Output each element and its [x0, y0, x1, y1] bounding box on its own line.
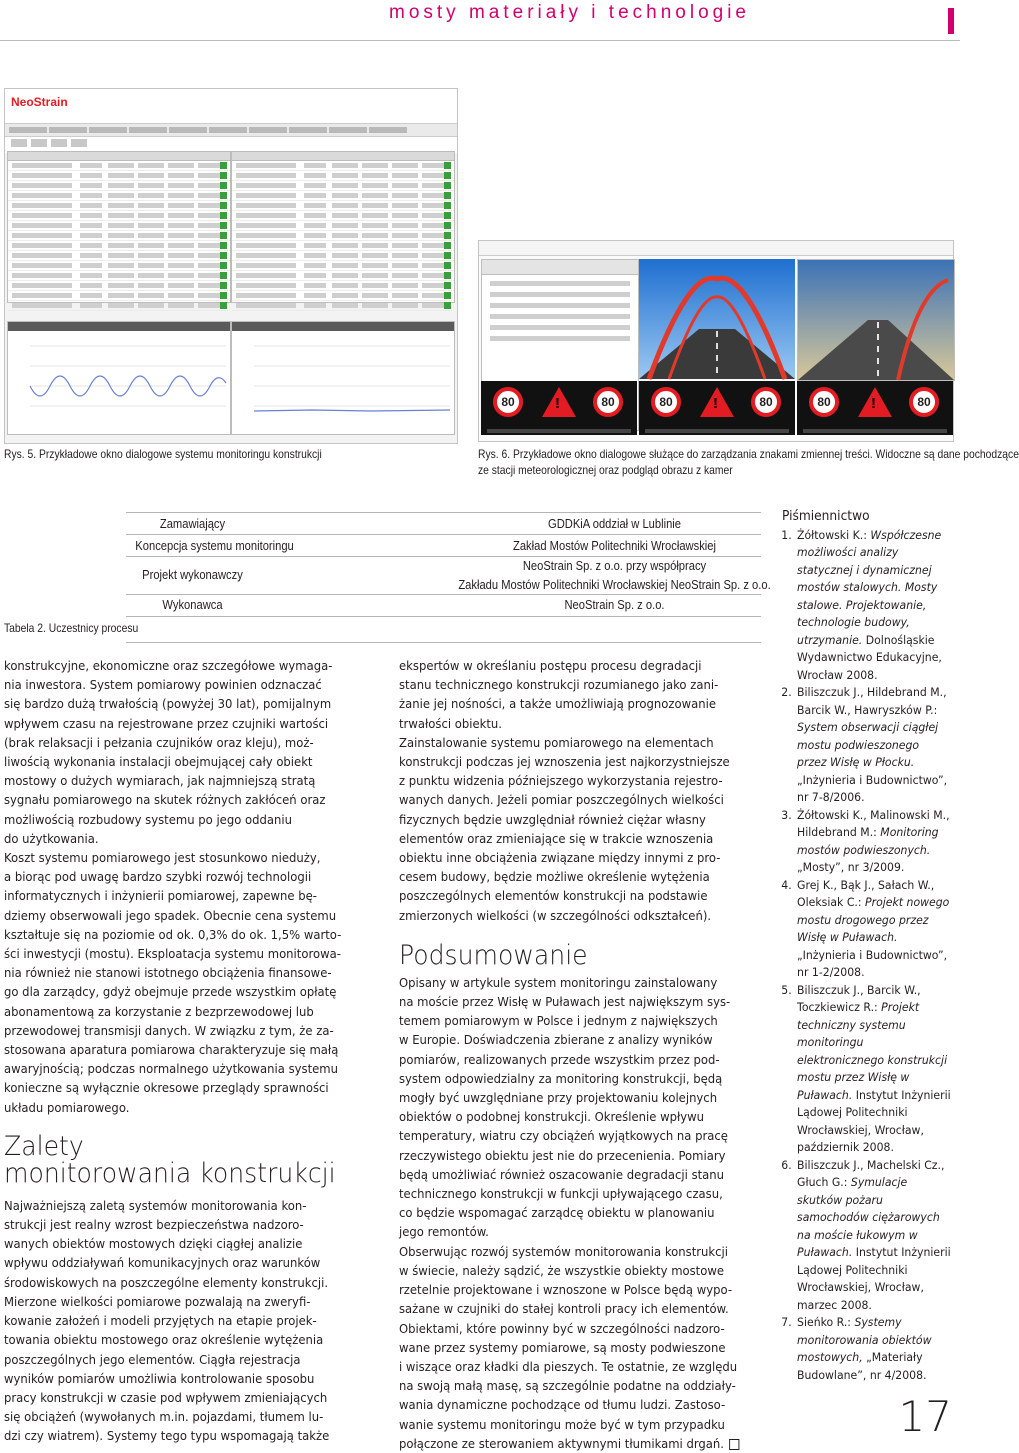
text-line: fizycznych będzie uwzględniał również ciężar własny — [399, 811, 706, 827]
figure-6-caption-line-1: Rys. 6. Przykładowe okno dialogowe służące do zarządzania znakami zmiennej treści. Widoczne są dane pochodzące — [478, 447, 1019, 461]
figure-5-caption: Rys. 5. Przykładowe okno dialogowe systemu monitoringu konstrukcji — [4, 447, 322, 461]
figure-6-caption-line-2: ze stacji meteorologicznej oraz podgląd obrazu z kamer — [478, 463, 733, 477]
text-line: w świecie, należy sądzić, że wszystkie obiekty mostowe — [399, 1262, 725, 1278]
end-of-article-mark — [730, 1439, 740, 1450]
reference-source: „Mosty”, nr 3/2009. — [797, 860, 905, 874]
text-line: stanu technicznego konstrukcji rozumianego jako zani- — [399, 677, 719, 693]
temperature-plot-left — [7, 321, 231, 435]
text-line: rzetelnie projektowane i wznoszone w Polsce będą wypo- — [399, 1282, 733, 1298]
measurement-table-right — [231, 151, 455, 303]
table-2-row-1-right: GDDKiA oddział w Lublinie — [547, 516, 681, 531]
section-heading-zalety: Zalety monitorowania konstrukcji — [4, 1130, 336, 1189]
text-line: Obiektami, które powinny być w szczególności nadzoro- — [399, 1320, 725, 1336]
text-line: mostowy o dużych wymiarach, jak najmniejszą stratą — [4, 773, 316, 789]
text-line: przewodowej transmisji danych. W związku z tym, że za- — [4, 1022, 334, 1038]
reference-title: Współczesne możliwości analizy statycznej i dynamicznej mostów stalowych. Mosty stalowe. Projektowanie, technologie budowy, utrzymanie. — [797, 527, 942, 647]
reference-authors: Żółtowski K.: — [797, 527, 871, 542]
col2-paragraph-2 — [399, 733, 752, 925]
reference-item — [795, 1157, 951, 1315]
neostrain-logo: NeoStrain — [11, 95, 68, 109]
col1-paragraph-3 — [4, 1196, 365, 1446]
sign-display-right: 80 ! 80 — [797, 381, 953, 435]
text-line: Mierzone wielkości pomiarowe pozwalają na zweryfi- — [4, 1293, 311, 1309]
reference-item — [795, 807, 951, 877]
reference-authors: Grej K., Bąk J., Sałach W., Oleksiak C.: — [797, 877, 935, 909]
text-line: rzeczywistego obiektu jest nie do przecenienia. Pomiary — [399, 1147, 726, 1163]
text-line: wania dynamiczne pochodzące od tłumu ludzi. Zastoso- — [399, 1397, 726, 1413]
section-heading-podsumowanie: Podsumowanie — [399, 939, 588, 971]
text-line: kowanie założeń i modeli przyjętych na etapie projek- — [4, 1313, 317, 1329]
table-2-row-3-right: NeoStrain Sp. z o.o. przy współpracy — [522, 558, 707, 573]
text-line: konieczne są wyłącznie okresowe przeglądy sprawności — [4, 1080, 329, 1096]
table-2-row-2-left: Koncepcja systemu monitoringu — [135, 538, 294, 553]
table-2-row-1-left: Zamawiający — [159, 516, 226, 531]
figure-6-screenshot — [478, 240, 954, 442]
text-line: wpływu oddziaływań komunikacyjnych oraz warunków — [4, 1255, 321, 1271]
text-line: technicznego konstrukcji w funkcji upływającego czasu, — [399, 1186, 723, 1202]
text-line: na swoją małą masę, są szczególnie podatne na oddziały- — [399, 1378, 736, 1394]
text-line: połączone ze sterowaniem aktywnymi tłumikami drgań. — [399, 1434, 752, 1453]
text-line: poszczególnych elementów konstrukcji na podstawie — [399, 888, 708, 904]
reference-item — [795, 684, 951, 807]
text-line: abonamentową za korzystanie z bezprzewodowej lub — [4, 1003, 314, 1019]
col2-paragraph-4 — [399, 1242, 752, 1453]
table-2-row-4-left: Wykonawca — [162, 597, 223, 612]
text-line: mogły być uwzględniane przy projektowaniu kolejnych — [399, 1090, 718, 1106]
temperature-plot-right — [231, 321, 455, 435]
text-line: informatycznych i inżynierii pomiarowej, zapewne bę- — [4, 888, 317, 904]
text-line: wpływem czasu na rejestrowane przez czujniki wartości — [4, 715, 329, 731]
article-column-1 — [4, 656, 365, 1446]
text-line: na moście przez Wisłę w Puławach jest największym sys- — [399, 994, 731, 1010]
reference-title: System obserwacji ciągłej mostu podwieszonego przez Wisłę w Płocku. — [797, 720, 939, 769]
col1-paragraph-2 — [4, 848, 365, 1117]
measurement-table-left — [7, 151, 231, 303]
reference-source: „Inżynieria i Budownictwo”, nr 1-2/2008. — [797, 947, 948, 979]
text-line: się bardzo dużą trwałością (powyżej 30 lat), pomijalnym — [4, 696, 332, 712]
reference-title: Projekt nowego mostu drogowego przez Wisłę w Puławach. — [797, 895, 950, 944]
sign-display-center: 80 ! 80 — [639, 381, 795, 435]
reference-source: Dolnośląskie Wydawnictwo Edukacyjne, Wrocław 2008. — [797, 632, 942, 682]
text-line: system odpowiedzialny za monitoring konstrukcji, będą — [399, 1070, 723, 1086]
table-2-row-3-right-2: Zakładu Mostów Politechniki Wrocławskiej NeoStrain Sp. z o.o. — [458, 577, 771, 592]
text-line: Zainstalowanie systemu pomiarowego na elementach — [399, 734, 714, 750]
text-line: towania obiektu mostowego oraz określenie wytężenia — [4, 1332, 324, 1348]
table-2-caption: Tabela 2. Uczestnicy procesu — [4, 621, 139, 635]
text-line: ści inwestycji (mostu). Eksploatacja systemu monitorowa- — [4, 946, 341, 962]
article-column-2 — [399, 656, 752, 1453]
reference-item — [795, 982, 951, 1157]
reference-title: Symulacje skutków pożaru samochodów ciężarowych na moście łukowym w Puławach. — [797, 1175, 940, 1259]
text-line: Obserwując rozwój systemów monitorowania konstrukcji — [399, 1243, 729, 1259]
text-line: nia również nie stanowi istotnego obciążenia finansowe- — [4, 965, 332, 981]
text-line: co będzie wspomagać zarządcę obiektu w planowaniu — [399, 1205, 715, 1221]
table-2-row-4-right: NeoStrain Sp. z o.o. — [564, 597, 665, 612]
col2-paragraph-3 — [399, 973, 752, 1242]
text-line: wanych danych. Jeżeli pomiar poszczególnych wielkości — [399, 792, 724, 808]
text-line: środowiskowych na poszczególne elementy konstrukcji. — [4, 1274, 329, 1290]
text-line: dzi czy wiatrem). Systemy tego typu wspomagają także — [4, 1428, 330, 1444]
text-line: jego remontów. — [399, 1224, 489, 1240]
reference-authors: Biliszczuk J., Barcik W., Toczkiewicz R.: — [797, 982, 921, 1014]
reference-item — [795, 1314, 951, 1384]
text-line: kształtuje się na poziomie od ok. 0,3% do ok. 1,5% warto- — [4, 926, 342, 942]
text-line: Najważniejszą zaletą systemów monitorowania kon- — [4, 1197, 307, 1213]
text-line: sażane w czujniki do stałej kontroli pracy ich elementów. — [399, 1301, 729, 1317]
text-line: obiektów o podobnej konstrukcji. Określenie wpływu — [399, 1109, 705, 1125]
text-line: z punktu widzenia późniejszego wykorzystania rejestro- — [399, 773, 723, 789]
reference-source: Instytut Inżynierii Lądowej Politechniki Wrocławskiej, Wrocław, październik 2008. — [797, 1087, 951, 1154]
text-line: wyników pomiarów umożliwia kontrolowanie sposobu — [4, 1370, 315, 1386]
reference-authors: Biliszczuk J., Hildebrand M., Barcik W., Hawryszków P.: — [797, 685, 947, 717]
reference-authors: Sieńko R.: — [797, 1315, 855, 1329]
text-line: i wiszące oraz kładki dla pieszych. Te ostatnie, ze względu — [399, 1358, 738, 1374]
text-line: stosowana aparatura pomiarowa charakteryzuje się małą — [4, 1042, 339, 1058]
text-line: obiektu inne obciążenia związane między innymi z pro- — [399, 850, 721, 866]
col1-paragraph-1 — [4, 656, 365, 848]
text-line: będą umożliwiać również oszacowanie degradacji stanu — [399, 1166, 725, 1182]
page-number: 17 — [898, 1392, 952, 1441]
text-line: go dla zarządcy, gdyż obejmuje przede wszystkim opłatę — [4, 984, 337, 1000]
reference-title: Projekt techniczny systemu monitoringu elektronicznego konstrukcji mostu przez Wisłę w Puławach. — [797, 1000, 948, 1102]
text-line: temem pomiarowym w Polsce i jednym z największych — [399, 1013, 718, 1029]
text-line: (brak relaksacji i pełzania czujników oraz kleju), moż- — [4, 734, 314, 750]
text-line: dziemy obserwowali jego spadek. Obecnie cena systemu — [4, 907, 337, 923]
reference-title: Monitoring mostów podwieszonych. — [797, 825, 939, 857]
col2-paragraph-1 — [399, 656, 752, 733]
text-line: liwością wykonania instalacji obejmującej cały obiekt — [4, 754, 313, 770]
reference-source: „Materiały Budowlane”, nr 4/2008. — [797, 1350, 927, 1382]
text-line: cesem budowy, będzie możliwe określenie wytężenia — [399, 869, 710, 885]
reference-authors: Żółtowski K., Malinowski M., Hildebrand M.: — [797, 807, 950, 839]
text-line: żanie jej nośności, a także umożliwiają prognozowanie — [399, 696, 716, 712]
text-line: Koszt systemu pomiarowego jest stosunkowo nieduży, — [4, 850, 321, 866]
text-line: Opisany w artykule system monitoringu zainstalowany — [399, 974, 718, 990]
reference-source: Instytut Inżynierii Lądowej Politechniki Wrocławskiej, Wrocław, marzec 2008. — [797, 1245, 951, 1312]
text-line: się obciążeń (wywołanych m.in. pojazdami, tłumem lu- — [4, 1409, 324, 1425]
table-2-row-2-right: Zakład Mostów Politechniki Wrocławskiej — [513, 538, 716, 553]
references-list — [782, 527, 951, 1385]
text-line: wanie systemu monitoringu może być w tym przypadku — [399, 1416, 725, 1432]
camera-view-center — [639, 259, 795, 379]
sign-display-left: 80 ! 80 — [481, 381, 637, 435]
text-line: pomiarów, realizowanych przede wszystkim przez pod- — [399, 1051, 720, 1067]
text-line: wane przez systemy pomiarowe, są mosty podwieszone — [399, 1339, 726, 1355]
text-line: temperatury, wiatru czy obciążeń wyjątkowych na pracę — [399, 1128, 728, 1144]
text-line: sygnału pomiarowego na skutek różnych zakłóceń oraz — [4, 792, 326, 808]
text-line: ekspertów w określaniu postępu procesu degradacji — [399, 658, 702, 673]
text-line: elementów oraz zmieniające się w trakcie wznoszenia — [399, 830, 714, 846]
table-2-row-3-left: Projekt wykonawczy — [142, 567, 243, 582]
text-line: zmierzonych wielkości (w szczególności odkształceń). — [399, 907, 712, 923]
text-line: do użytkowania. — [4, 830, 99, 846]
text-line: możliwością rozbudowy systemu po jego oddaniu — [4, 811, 292, 827]
meteo-panel-right — [797, 259, 955, 381]
reference-source: „Inżynieria i Budownictwo”, nr 7-8/2006. — [797, 772, 948, 804]
text-line: w Europie. Doświadczenia zbierane z analizy wyników — [399, 1032, 713, 1048]
running-header: mosty materiały i technologie — [389, 2, 750, 23]
text-line: trwałości obiektu. — [399, 715, 502, 731]
text-line: poszczególnych jego elementów. Ciągła rejestracja — [4, 1351, 301, 1367]
text-line: konstrukcji podczas jej wznoszenia jest najkorzystniejsze — [399, 754, 730, 770]
text-line: pracy konstrukcji w czasie pod wpływem zmieniających — [4, 1389, 328, 1405]
reference-item — [795, 527, 951, 685]
text-line: a biorąc pod uwagę bardzo szybki rozwój technologii — [4, 869, 312, 885]
text-line: układu pomiarowego. — [4, 1099, 130, 1115]
references-title: Piśmiennictwo — [782, 509, 870, 524]
text-line: wanych obiektów mostowych dzięki ciągłej analizie — [4, 1236, 303, 1252]
reference-authors: Biliszczuk J., Machelski Cz., Głuch G.: — [797, 1157, 945, 1189]
header-accent-bar — [948, 8, 954, 34]
references — [782, 508, 951, 1384]
header-rule — [0, 40, 960, 41]
reference-item — [795, 877, 951, 982]
text-line: konstrukcyjne, ekonomiczne oraz szczegółowe wymaga- — [4, 658, 333, 673]
figure-5-screenshot — [4, 88, 458, 444]
text-line: strukcji jest realny wzrost bezpieczeństwa nadzoro- — [4, 1217, 304, 1233]
text-line: awaryjnością; podczas normalnego użytkowania systemu — [4, 1061, 339, 1077]
app-menu-bar — [5, 124, 457, 137]
reference-title: Systemy monitorowania obiektów mostowych, — [797, 1315, 932, 1364]
text-line: nia inwestora. System pomiarowy powinien odznaczać — [4, 677, 322, 693]
